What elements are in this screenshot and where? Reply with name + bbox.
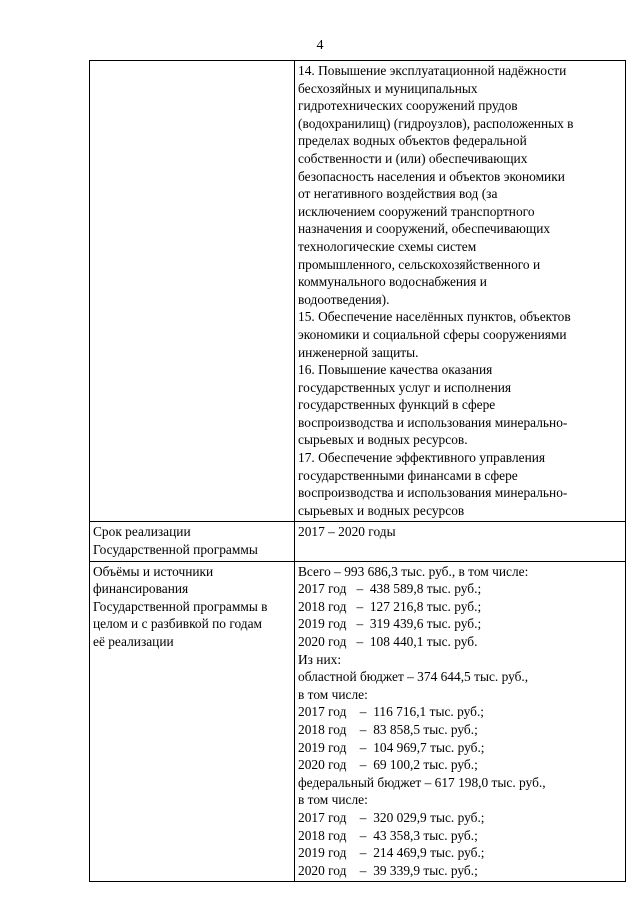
funding-subheading: Из них: bbox=[298, 651, 342, 667]
federal-year-line: 2020 год – 39 339,9 тыс. руб.; bbox=[298, 862, 478, 878]
goal-line: безопасность населения и объектов экономики bbox=[298, 168, 565, 184]
goals-label-cell bbox=[90, 61, 295, 522]
regional-year-line: 2019 год – 104 969,7 тыс. руб.; bbox=[298, 739, 485, 755]
table-row-term bbox=[90, 522, 626, 561]
federal-year-line: 2017 год – 320 029,9 тыс. руб.; bbox=[298, 809, 485, 825]
goals-value-cell bbox=[295, 61, 626, 522]
goal-line: 16. Повышение качества оказания bbox=[298, 362, 493, 378]
funding-label-line: Государственной программы в bbox=[93, 598, 268, 614]
funding-label-line: целом и с разбивкой по годам bbox=[93, 616, 263, 632]
goal-line: воспроизводства и использования минерально- bbox=[298, 485, 568, 501]
term-value-cell bbox=[295, 522, 626, 561]
funding-year-line: 2018 год – 127 216,8 тыс. руб.; bbox=[298, 598, 482, 614]
table-row-goals bbox=[90, 61, 626, 522]
term-label-line: Срок реализации bbox=[93, 524, 191, 540]
funding-year-line: 2017 год – 438 589,8 тыс. руб.; bbox=[298, 581, 482, 597]
regional-year-line: 2017 год – 116 716,1 тыс. руб.; bbox=[298, 704, 485, 720]
goal-line: промышленного, сельскохозяйственного и bbox=[298, 256, 541, 272]
funding-label-line: её реализации bbox=[93, 634, 174, 649]
goal-line: технологические схемы систем bbox=[298, 238, 477, 254]
goal-line: государственных функций в сфере bbox=[298, 397, 496, 413]
goal-line: пределах водных объектов федеральной bbox=[298, 133, 527, 149]
regional-year-line: 2018 год – 83 858,5 тыс. руб.; bbox=[298, 721, 478, 737]
funding-value-cell bbox=[295, 561, 626, 882]
goal-line: экономики и социальной сферы сооружениями bbox=[298, 326, 567, 342]
federal-year-line: 2018 год – 43 358,3 тыс. руб.; bbox=[298, 827, 478, 843]
term-label-line: Государственной программы bbox=[93, 542, 258, 558]
federal-year-line: 2019 год – 214 469,9 тыс. руб.; bbox=[298, 845, 485, 861]
goal-line: гидротехнических сооружений прудов bbox=[298, 98, 518, 114]
page-number: 4 bbox=[316, 38, 324, 53]
funding-label-line: Объёмы и источники bbox=[93, 563, 214, 579]
goal-line: назначения и сооружений, обеспечивающих bbox=[298, 221, 551, 237]
funding-year-line: 2019 год – 319 439,6 тыс. руб.; bbox=[298, 616, 482, 632]
goal-line: водоотведения). bbox=[298, 291, 390, 307]
funding-total-line: Всего – 993 686,3 тыс. руб., в том числе: bbox=[298, 563, 529, 579]
funding-subheading: в том числе: bbox=[298, 686, 368, 702]
federal-budget-line: федеральный бюджет – 617 198,0 тыс. руб., bbox=[298, 774, 546, 790]
goal-line: от негативного воздействия вод (за bbox=[298, 186, 498, 202]
funding-label-cell bbox=[90, 561, 295, 882]
term-value: 2017 – 2020 годы bbox=[298, 524, 396, 540]
goal-line: воспроизводства и использования минерально- bbox=[298, 414, 568, 430]
passport-table bbox=[89, 60, 626, 882]
goal-line: инженерной защиты. bbox=[298, 344, 419, 360]
goal-line: сырьевых и водных ресурсов bbox=[298, 502, 465, 518]
goal-line: бесхозяйных и муниципальных bbox=[298, 80, 478, 96]
goal-line: коммунального водоснабжения и bbox=[298, 274, 487, 290]
goal-line: (водохранилищ) (гидроузлов), расположенных в bbox=[298, 115, 574, 131]
funding-label-line: финансирования bbox=[93, 581, 189, 597]
goal-line: собственности и (или) обеспечивающих bbox=[298, 150, 528, 166]
regional-year-line: 2020 год – 69 100,2 тыс. руб.; bbox=[298, 757, 478, 773]
goal-line: государственных услуг и исполнения bbox=[298, 379, 512, 395]
funding-subheading: в том числе: bbox=[298, 792, 368, 808]
table-row-funding bbox=[90, 561, 626, 882]
goal-line: 17. Обеспечение эффективного управления bbox=[298, 450, 546, 466]
goal-line: 14. Повышение эксплуатационной надёжности bbox=[298, 63, 567, 78]
goal-line: сырьевых и водных ресурсов. bbox=[298, 432, 468, 448]
term-label-cell bbox=[90, 522, 295, 561]
goal-line: исключением сооружений транспортного bbox=[298, 203, 535, 219]
funding-year-line: 2020 год – 108 440,1 тыс. руб. bbox=[298, 634, 478, 649]
goal-line: государственными финансами в сфере bbox=[298, 467, 518, 483]
regional-budget-line: областной бюджет – 374 644,5 тыс. руб., bbox=[298, 669, 529, 685]
goal-line: 15. Обеспечение населённых пунктов, объектов bbox=[298, 309, 571, 325]
